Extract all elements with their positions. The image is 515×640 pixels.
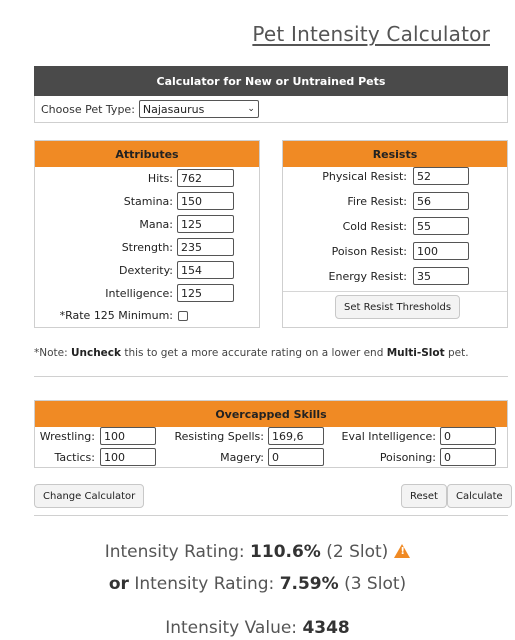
physical-resist-label: Physical Resist: (322, 169, 407, 183)
cold-resist-label: Cold Resist: (342, 219, 407, 233)
multi-slot-note (34, 347, 469, 359)
mana-label: Mana: (139, 217, 173, 231)
rating-slot: (2 Slot) (320, 542, 389, 562)
energy-resist-input[interactable]: 35 (413, 267, 469, 285)
pet-type-select[interactable] (139, 100, 259, 118)
poison-resist-input[interactable]: 100 (413, 242, 469, 260)
resists-panel (282, 140, 508, 328)
stamina-input[interactable]: 150 (177, 192, 234, 210)
mana-row (35, 215, 234, 233)
rate-minimum-row (35, 309, 188, 322)
note-uncheck: Uncheck (70, 347, 122, 359)
stamina-row (35, 192, 234, 210)
rating-slot-2: (3 Slot) (338, 574, 407, 594)
reset-button[interactable]: Reset (401, 484, 447, 508)
fire-resist-input[interactable]: 56 (413, 192, 469, 210)
magery-label: Magery: (220, 450, 264, 464)
intensity-rating-3-slot (0, 574, 515, 594)
intensity-value-number: 4348 (302, 618, 350, 638)
resisting-spells-input[interactable]: 169,6 (268, 427, 324, 445)
strength-row (35, 238, 234, 256)
page-title: Pet Intensity Calculator (252, 22, 490, 46)
rating-value: 110.6% (250, 542, 321, 562)
note-suffix: pet. (444, 347, 469, 359)
energy-resist-row (283, 267, 469, 285)
poisoning-row (35, 448, 496, 466)
pet-type-row (34, 96, 508, 123)
overcapped-skills-header: Overcapped Skills (35, 401, 507, 427)
intensity-value (0, 618, 515, 638)
cold-resist-input[interactable]: 55 (413, 217, 469, 235)
poison-resist-label: Poison Resist: (331, 244, 407, 258)
fire-resist-label: Fire Resist: (347, 194, 407, 208)
rate-minimum-label: *Rate 125 Minimum: (59, 309, 173, 322)
attributes-panel (34, 140, 260, 328)
rating-label-2: Intensity Rating: (128, 574, 280, 594)
warning-triangle-icon (394, 544, 410, 558)
calculator-header: Calculator for New or Untrained Pets (34, 66, 508, 96)
intelligence-label: Intelligence: (105, 286, 173, 300)
wrestling-label: Wrestling: (39, 429, 95, 443)
rating-label: Intensity Rating: (104, 542, 251, 562)
chevron-down-icon: ⌄ (247, 104, 255, 114)
hits-input[interactable]: 762 (177, 169, 234, 187)
mana-input[interactable]: 125 (177, 215, 234, 233)
poisoning-label: Poisoning: (379, 450, 436, 464)
pet-type-value: Najasaurus (142, 102, 205, 116)
resists-divider (283, 291, 507, 292)
resisting-spells-label: Resisting Spells: (174, 429, 264, 443)
strength-input[interactable]: 235 (177, 238, 234, 256)
dexterity-row (35, 261, 234, 279)
eval-intelligence-row (35, 427, 496, 445)
strength-label: Strength: (121, 240, 173, 254)
eval-intelligence-label: Eval Intelligence: (341, 429, 436, 443)
poisoning-input[interactable]: 0 (440, 448, 496, 466)
set-resist-thresholds-button[interactable]: Set Resist Thresholds (335, 295, 460, 319)
energy-resist-label: Energy Resist: (328, 269, 407, 283)
resists-header: Resists (283, 141, 507, 167)
rating-or: or (108, 574, 129, 594)
overcapped-skills-panel (34, 400, 508, 468)
change-calculator-button[interactable]: Change Calculator (34, 484, 144, 508)
rate-minimum-checkbox[interactable] (178, 311, 188, 321)
intelligence-row (35, 284, 234, 302)
intelligence-input[interactable]: 125 (177, 284, 234, 302)
eval-intelligence-input[interactable]: 0 (440, 427, 496, 445)
cold-resist-row (283, 217, 469, 235)
magery-input[interactable]: 0 (268, 448, 324, 466)
rating-value-2: 7.59% (279, 574, 339, 594)
pet-type-label: Choose Pet Type: (41, 102, 135, 116)
intensity-value-label: Intensity Value: (165, 618, 303, 638)
tactics-label: Tactics: (54, 450, 95, 464)
poison-resist-row (283, 242, 469, 260)
calculate-button[interactable]: Calculate (447, 484, 512, 508)
results-divider (34, 515, 508, 516)
physical-resist-input[interactable]: 52 (413, 167, 469, 185)
dexterity-input[interactable]: 154 (177, 261, 234, 279)
wrestling-input[interactable]: 100 (100, 427, 156, 445)
hits-row (35, 169, 234, 187)
tactics-input[interactable]: 100 (100, 448, 156, 466)
fire-resist-row (283, 192, 469, 210)
dexterity-label: Dexterity: (119, 263, 173, 277)
intensity-rating-2-slot (0, 542, 515, 562)
note-multi-slot: Multi-Slot (386, 347, 445, 359)
note-prefix: *Note: (34, 347, 71, 359)
attributes-header: Attributes (35, 141, 259, 167)
hits-label: Hits: (147, 171, 173, 185)
note-middle: this to get a more accurate rating on a lower end (121, 347, 387, 359)
stamina-label: Stamina: (123, 194, 173, 208)
divider (34, 376, 508, 377)
physical-resist-row (283, 167, 469, 185)
